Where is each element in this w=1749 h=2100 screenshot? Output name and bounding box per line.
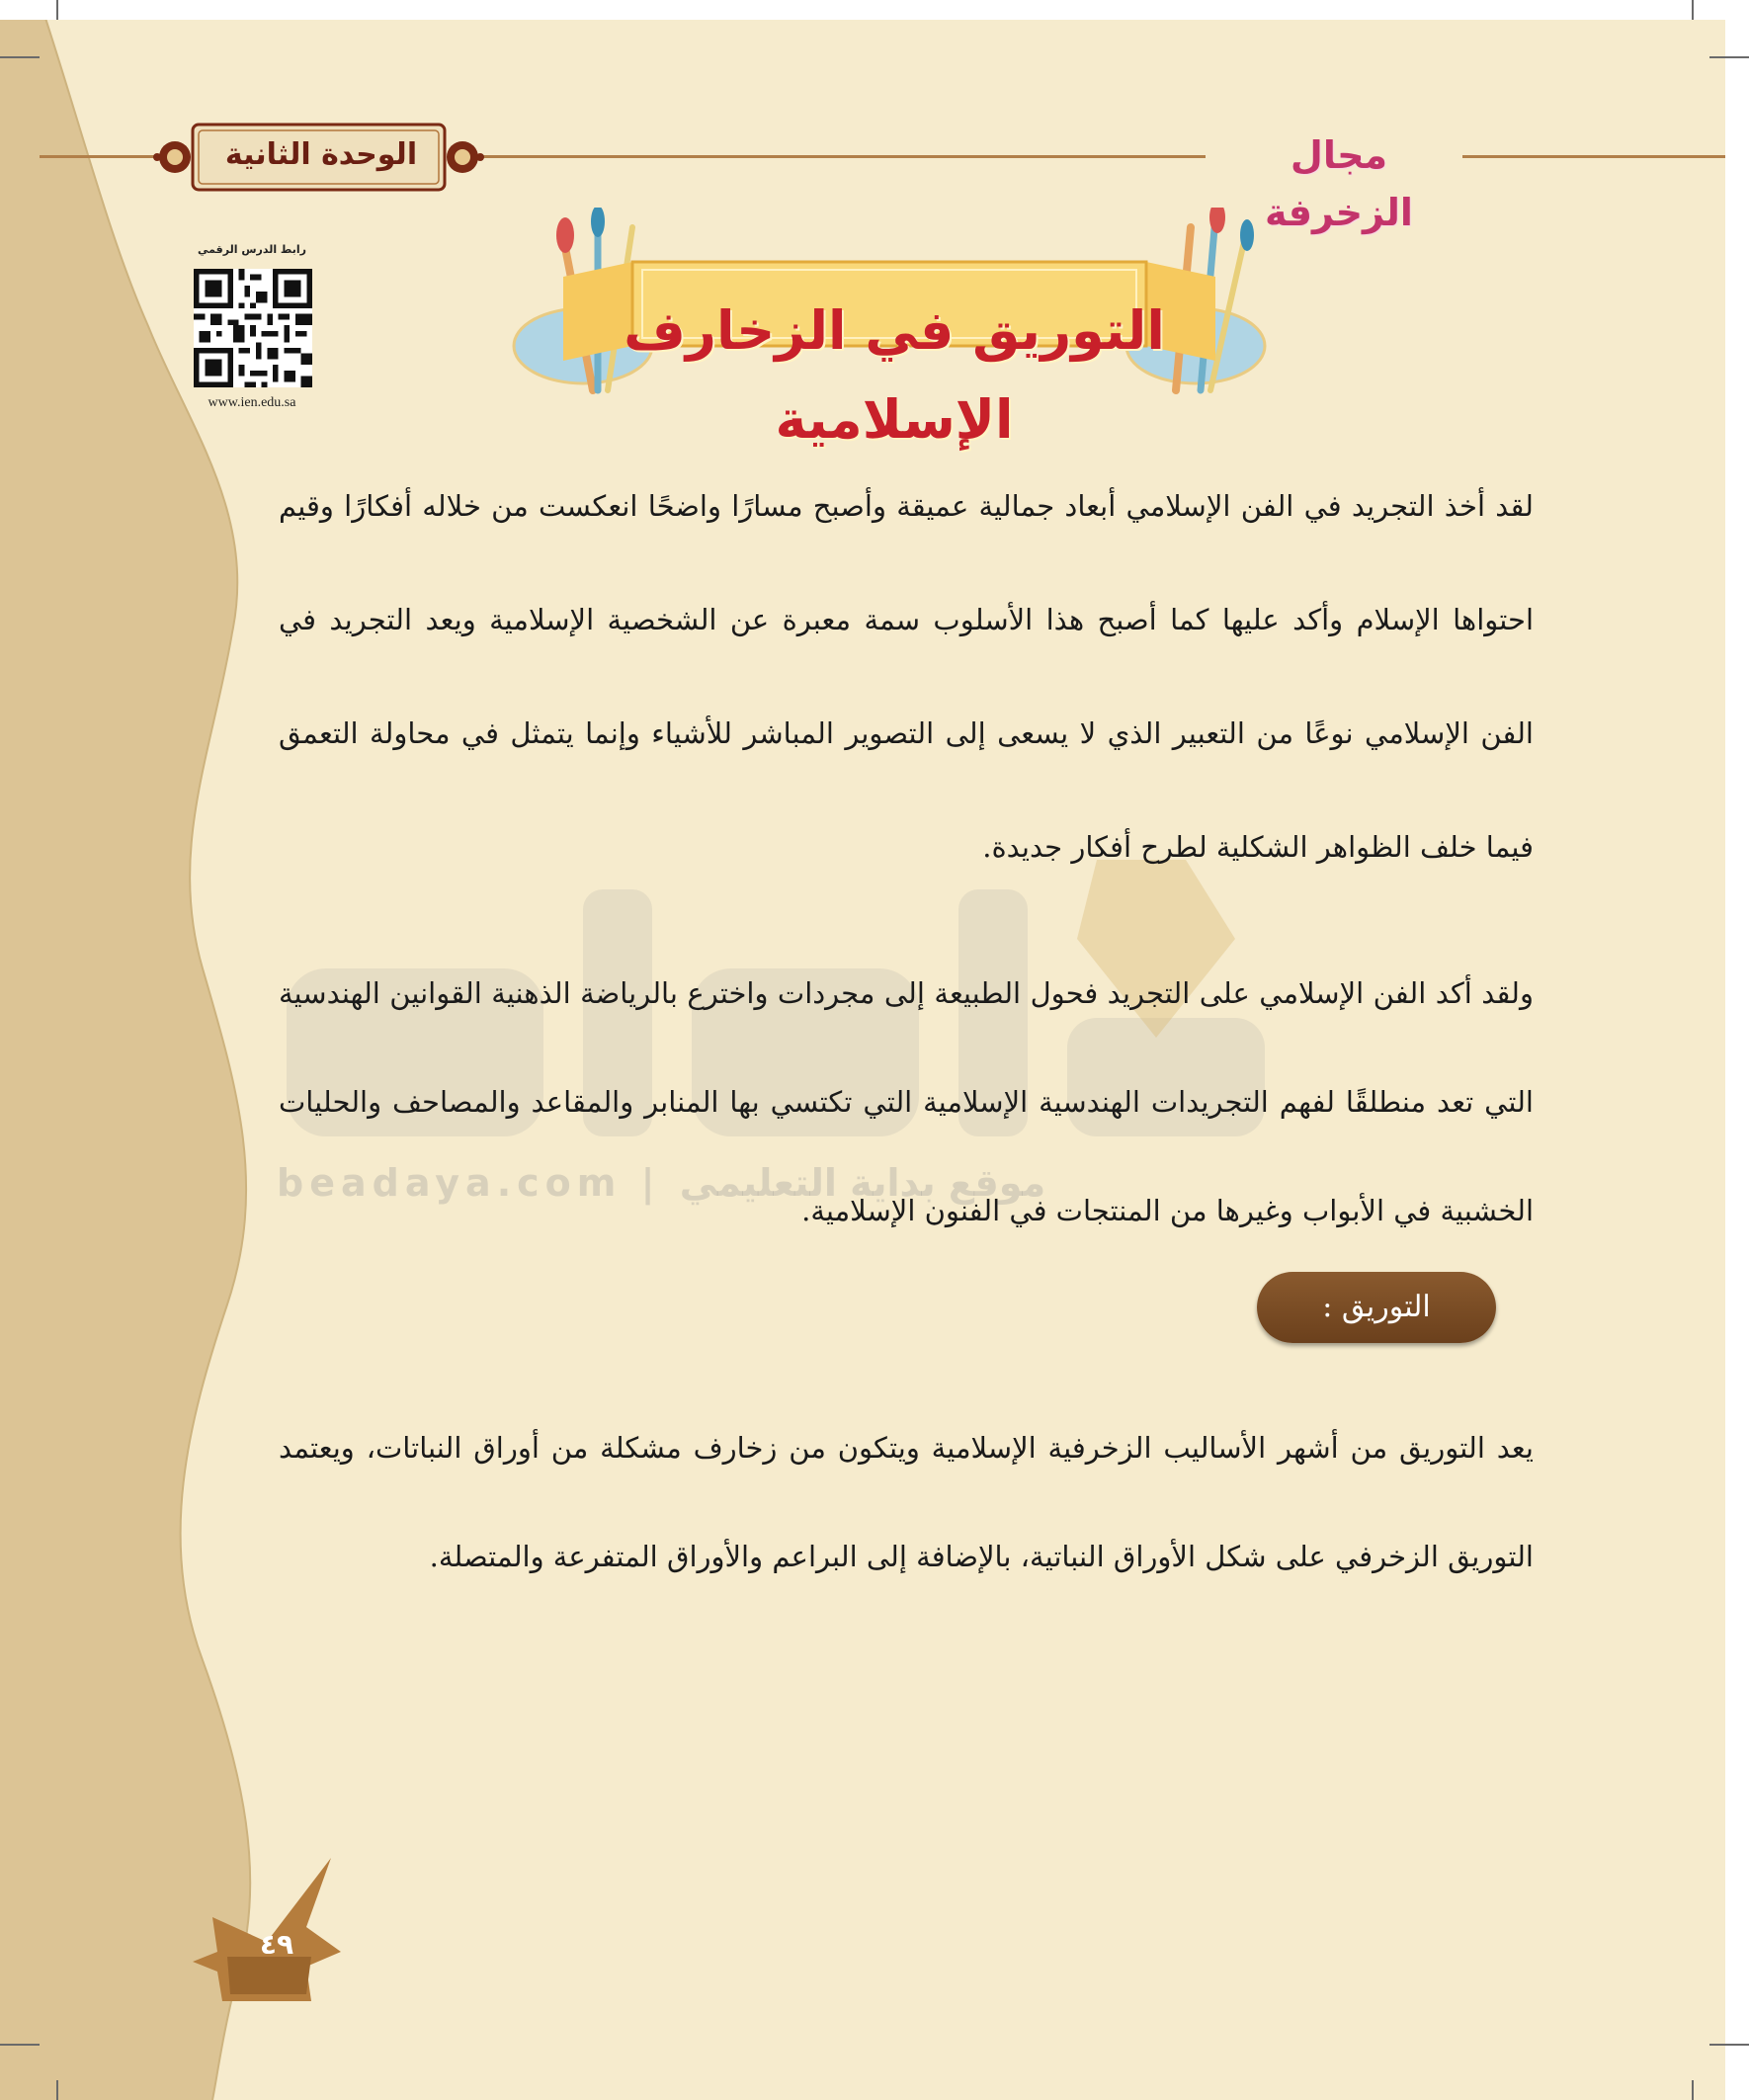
page-number: ٤٩ — [259, 1928, 294, 1961]
lesson-title: التوريق في الزخارف الإسلامية — [624, 299, 1165, 451]
watermark-text: beadaya.com | موقع بداية التعليمي — [277, 1161, 1046, 1205]
crop-mark — [1709, 56, 1749, 58]
page-edge-right — [1725, 0, 1749, 2100]
qr-url[interactable]: www.ien.edu.sa — [208, 395, 296, 410]
header-rule-left — [40, 155, 158, 158]
paragraph-3 — [279, 1393, 1534, 1611]
section-label: التوريق : — [1322, 1290, 1431, 1324]
unit-label: الوحدة الثانية — [224, 137, 418, 172]
crop-mark — [1692, 2080, 1694, 2100]
crop-mark — [1692, 0, 1694, 20]
qr-caption: رابط الدرس الرقمي — [198, 243, 306, 256]
paragraph-2-text: ولقد أكد الفن الإسلامي على التجريد فحول الطبيعة إلى مجردات واخترع بالرياضة الذهنية القوانين الهندسية التي تعد منطلقًا لفهم التجريدات الهندسية الإسلامية التي تكتسي بها المنابر والمقاعد والمصاحف والحليات الخشبية في الأبواب وغيرها من المنتجات في الفنون الإسلامية. — [279, 976, 1534, 1227]
page-edge-top — [0, 0, 1749, 20]
header-rule-right — [1462, 155, 1729, 158]
paragraph-3-text: يعد التوريق من أشهر الأساليب الزخرفية الإسلامية ويتكون من زخارف مشكلة من أوراق النباتات، ويعتمد التوريق الزخرفي على شكل الأوراق النباتية، بالإضافة إلى البراعم والأوراق المتفرعة والمتصلة. — [279, 1431, 1534, 1573]
paragraph-2 — [279, 939, 1534, 1265]
crop-mark — [0, 2044, 40, 2046]
crop-mark — [56, 2080, 58, 2100]
paragraph-1-text: لقد أخذ التجريد في الفن الإسلامي أبعاد جمالية عميقة وأصبح مسارًا واضحًا انعكست من خلاله أفكارًا وقيم احتواها الإسلام وأكد عليها كما أصبح هذا الأسلوب سمة معبرة عن الشخصية الإسلامية ويعد التجريد في الفن الإسلامي نوعًا من التعبير الذي لا يسعى إلى التصوير المباشر للأشياء وإنما يتمثل في محاولة التعمق فيما خلف الظواهر الشكلية لطرح أفكار جديدة. — [279, 489, 1534, 864]
field-title: مجال الزخرفة — [1265, 133, 1413, 234]
paragraph-1 — [279, 450, 1534, 904]
qr-code-icon[interactable] — [194, 269, 312, 387]
header-rule-middle — [474, 155, 1206, 158]
crop-mark — [0, 56, 40, 58]
crop-mark — [1709, 2044, 1749, 2046]
crop-mark — [56, 0, 58, 20]
